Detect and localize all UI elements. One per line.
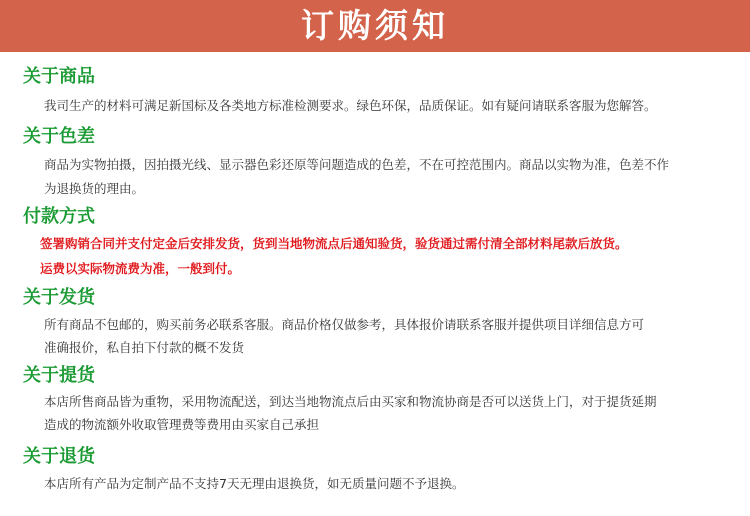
section-text-line: 我司生产的材料可满足新国标及各类地方标准检测要求。绿色环保，品质保证。如有疑问请联系客服为您解答。 — [44, 98, 657, 113]
payment-notice-line: 运费以实际物流费为准，一般到付。 — [40, 261, 241, 276]
section-heading-products: 关于商品 — [23, 66, 95, 87]
section-text-line: 为退换货的理由。 — [44, 181, 145, 196]
section-heading-returns: 关于退货 — [23, 446, 95, 467]
section-heading-payment: 付款方式 — [23, 206, 95, 227]
section-text-line: 本店所有产品为定制产品不支持7天无理由退换货，如无质量问题不予退换。 — [44, 476, 465, 491]
payment-notice-line: 签署购销合同并支付定金后安排发货，货到当地物流点后通知验货，验货通过需付清全部材料尾款后放货。 — [40, 236, 628, 251]
section-text-line: 造成的物流额外收取管理费等费用由买家自己承担 — [44, 417, 320, 432]
section-heading-color-difference: 关于色差 — [23, 126, 95, 147]
section-text-line: 商品为实物拍摄，因拍摄光线、显示器色彩还原等问题造成的色差，不在可控范围内。商品以实物为准，色差不作 — [44, 157, 670, 172]
section-text-line: 所有商品不包邮的，购买前务必联系客服。商品价格仅做参考，具体报价请联系客服并提供项目详细信息方可 — [44, 317, 645, 332]
title-banner — [0, 0, 750, 52]
section-heading-shipping: 关于发货 — [23, 287, 95, 308]
section-heading-pickup: 关于提货 — [23, 365, 95, 386]
section-text-line: 本店所售商品皆为重物，采用物流配送，到达当地物流点后由买家和物流协商是否可以送货上门，对于提货延期 — [44, 394, 657, 409]
section-text-line: 准确报价，私自拍下付款的概不发货 — [44, 340, 245, 355]
page-title: 订购须知 — [301, 6, 449, 45]
